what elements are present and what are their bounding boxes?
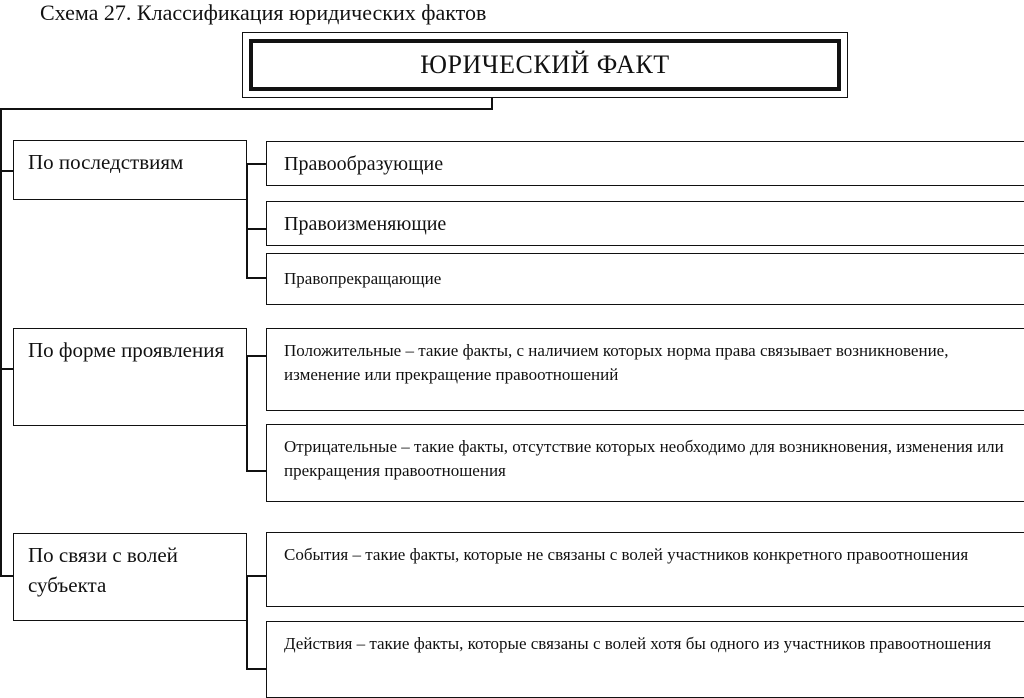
category-by-consequences: По последствиям bbox=[13, 140, 247, 200]
category-by-will: По связи с волей субъекта bbox=[13, 533, 247, 621]
item-actions: Действия – такие факты, которые связаны с волей хотя бы одного из участников правоотношения bbox=[266, 621, 1024, 698]
trunk-branch-form bbox=[0, 368, 14, 370]
item-positive-facts: Положительные – такие факты, с наличием которых норма права связывает возникновение, изменение или прекращение правоотношений bbox=[266, 328, 1024, 411]
root-node-label: ЮРИЧЕСКИЙ ФАКТ bbox=[249, 39, 841, 91]
sub-branch-consequences-3 bbox=[246, 277, 267, 279]
sub-branch-consequences-2 bbox=[246, 228, 267, 230]
category-by-form: По форме проявления bbox=[13, 328, 247, 426]
main-trunk bbox=[0, 108, 2, 576]
item-law-changing: Правоизменяющие bbox=[266, 201, 1024, 246]
root-connector-horizontal bbox=[0, 108, 493, 110]
sub-branch-will-1 bbox=[246, 575, 267, 577]
trunk-branch-will bbox=[0, 575, 14, 577]
item-law-forming: Правообразующие bbox=[266, 141, 1024, 186]
item-events: События – такие факты, которые не связаны с волей участников конкретного правоотношения bbox=[266, 532, 1024, 607]
sub-branch-form-1 bbox=[246, 355, 267, 357]
root-node bbox=[242, 32, 848, 98]
sub-branch-consequences-1 bbox=[246, 163, 267, 165]
item-negative-facts: Отрицательные – такие факты, отсутствие которых необходимо для возникновения, изменения или прекращения правоотношения bbox=[266, 424, 1024, 502]
item-law-terminating: Правопрекращающие bbox=[266, 253, 1024, 305]
sub-branch-form-2 bbox=[246, 470, 267, 472]
diagram-caption: Схема 27. Классификация юридических фактов bbox=[40, 0, 487, 25]
sub-branch-will-2 bbox=[246, 668, 267, 670]
trunk-branch-consequences bbox=[0, 170, 14, 172]
